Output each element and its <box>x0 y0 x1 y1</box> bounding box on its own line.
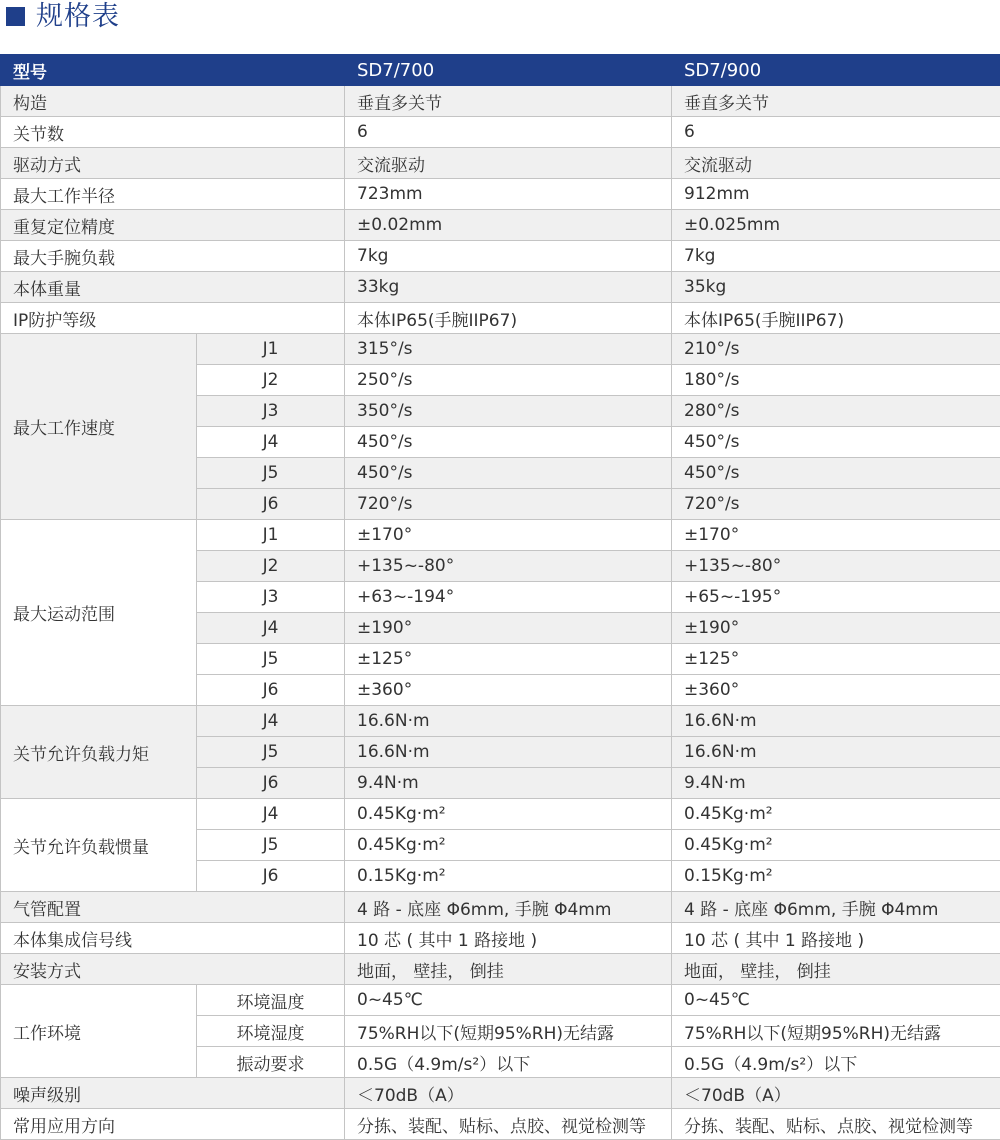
row-value-1: 0.5G（4.9m/s²）以下 <box>345 1047 672 1078</box>
row-value-2: 0~45℃ <box>672 985 1000 1016</box>
row-reach <box>1 179 1000 210</box>
torque-group-label: 关节允许负载力矩 <box>1 706 197 799</box>
env-item-label: 振动要求 <box>197 1047 345 1078</box>
range-row <box>1 520 1000 551</box>
row-label: 本体集成信号线 <box>1 923 345 954</box>
speed-group-label: 最大工作速度 <box>1 334 197 520</box>
row-mount <box>1 954 1000 985</box>
row-label: 驱动方式 <box>1 148 345 179</box>
joint-label: J1 <box>197 520 345 551</box>
row-label: IP防护等级 <box>1 303 345 334</box>
row-air <box>1 892 1000 923</box>
row-label: 重复定位精度 <box>1 210 345 241</box>
joint-label: J5 <box>197 458 345 489</box>
row-value-1: 450°/s <box>345 427 672 458</box>
row-value-2: +135~-80° <box>672 551 1000 582</box>
row-value-2: 9.4N·m <box>672 768 1000 799</box>
torque-row <box>1 706 1000 737</box>
joint-label: J6 <box>197 489 345 520</box>
joint-label: J4 <box>197 613 345 644</box>
row-applications <box>1 1109 1000 1140</box>
env-item-label: 环境湿度 <box>197 1016 345 1047</box>
row-value-1: 16.6N·m <box>345 737 672 768</box>
joint-label: J5 <box>197 737 345 768</box>
row-value-2: 分拣、装配、贴标、点胶、视觉检测等 <box>672 1109 1000 1140</box>
row-value-2: 16.6N·m <box>672 706 1000 737</box>
joint-label: J3 <box>197 396 345 427</box>
row-value-2: 6 <box>672 117 1000 148</box>
row-weight <box>1 272 1000 303</box>
row-drive <box>1 148 1000 179</box>
row-label: 最大工作半径 <box>1 179 345 210</box>
row-value-2: 210°/s <box>672 334 1000 365</box>
joint-label: J4 <box>197 427 345 458</box>
row-value-2: 本体IP65(手腕IIP67) <box>672 303 1000 334</box>
row-label: 气管配置 <box>1 892 345 923</box>
row-value-1: 地面， 壁挂， 倒挂 <box>345 954 672 985</box>
row-value-2: 720°/s <box>672 489 1000 520</box>
header-model-2: SD7/900 <box>672 55 1000 86</box>
row-value-2: 10 芯 ( 其中 1 路接地 ) <box>672 923 1000 954</box>
row-value-2: 180°/s <box>672 365 1000 396</box>
row-label: 本体重量 <box>1 272 345 303</box>
row-label: 最大手腕负载 <box>1 241 345 272</box>
row-axes <box>1 117 1000 148</box>
row-value-2: 450°/s <box>672 427 1000 458</box>
row-value-2: 912mm <box>672 179 1000 210</box>
row-value-2: 0.45Kg·m² <box>672 830 1000 861</box>
row-value-1: 0.45Kg·m² <box>345 830 672 861</box>
row-signal <box>1 923 1000 954</box>
joint-label: J4 <box>197 799 345 830</box>
row-label: 关节数 <box>1 117 345 148</box>
row-value-1: +63~-194° <box>345 582 672 613</box>
page-title: 规格表 <box>36 0 120 34</box>
row-value-2: 地面， 壁挂， 倒挂 <box>672 954 1000 985</box>
row-value-1: 350°/s <box>345 396 672 427</box>
environment-row <box>1 985 1000 1016</box>
row-value-1: ±170° <box>345 520 672 551</box>
environment-group-label: 工作环境 <box>1 985 197 1078</box>
spec-table <box>0 54 1000 1140</box>
speed-row <box>1 334 1000 365</box>
joint-label: J2 <box>197 551 345 582</box>
row-value-2: 35kg <box>672 272 1000 303</box>
row-value-1: 0.15Kg·m² <box>345 861 672 892</box>
inertia-group-label: 关节允许负载惯量 <box>1 799 197 892</box>
row-value-2: ±360° <box>672 675 1000 706</box>
title-bar <box>0 0 1000 48</box>
joint-label: J3 <box>197 582 345 613</box>
row-value-1: +135~-80° <box>345 551 672 582</box>
row-label: 噪声级别 <box>1 1078 345 1109</box>
row-ip <box>1 303 1000 334</box>
row-value-1: 10 芯 ( 其中 1 路接地 ) <box>345 923 672 954</box>
row-value-2: ＜70dB（A） <box>672 1078 1000 1109</box>
row-label: 安装方式 <box>1 954 345 985</box>
header-label: 型号 <box>1 55 345 86</box>
row-structure <box>1 86 1000 117</box>
row-value-2: ±125° <box>672 644 1000 675</box>
row-value-1: 250°/s <box>345 365 672 396</box>
row-value-1: 315°/s <box>345 334 672 365</box>
row-value-1: 720°/s <box>345 489 672 520</box>
joint-label: J4 <box>197 706 345 737</box>
row-value-1: ±190° <box>345 613 672 644</box>
row-value-1: 7kg <box>345 241 672 272</box>
inertia-row <box>1 799 1000 830</box>
row-label: 常用应用方向 <box>1 1109 345 1140</box>
joint-label: J5 <box>197 644 345 675</box>
joint-label: J1 <box>197 334 345 365</box>
row-value-1: 75%RH以下(短期95%RH)无结露 <box>345 1016 672 1047</box>
header-row <box>1 55 1000 86</box>
joint-label: J2 <box>197 365 345 396</box>
row-value-1: 9.4N·m <box>345 768 672 799</box>
row-value-2: 450°/s <box>672 458 1000 489</box>
row-value-1: 垂直多关节 <box>345 86 672 117</box>
row-value-1: 0~45℃ <box>345 985 672 1016</box>
row-value-2: 垂直多关节 <box>672 86 1000 117</box>
row-value-2: 0.5G（4.9m/s²）以下 <box>672 1047 1000 1078</box>
row-payload <box>1 241 1000 272</box>
header-model-1: SD7/700 <box>345 55 672 86</box>
env-item-label: 环境温度 <box>197 985 345 1016</box>
row-value-1: 723mm <box>345 179 672 210</box>
row-value-2: 75%RH以下(短期95%RH)无结露 <box>672 1016 1000 1047</box>
row-value-2: 0.45Kg·m² <box>672 799 1000 830</box>
row-value-1: 分拣、装配、贴标、点胶、视觉检测等 <box>345 1109 672 1140</box>
row-noise <box>1 1078 1000 1109</box>
row-value-2: 16.6N·m <box>672 737 1000 768</box>
row-value-1: 33kg <box>345 272 672 303</box>
row-value-1: 0.45Kg·m² <box>345 799 672 830</box>
row-value-1: ±0.02mm <box>345 210 672 241</box>
row-value-1: 交流驱动 <box>345 148 672 179</box>
row-value-2: 280°/s <box>672 396 1000 427</box>
joint-label: J6 <box>197 768 345 799</box>
row-value-1: ±125° <box>345 644 672 675</box>
joint-label: J6 <box>197 675 345 706</box>
row-value-2: 交流驱动 <box>672 148 1000 179</box>
row-value-2: ±170° <box>672 520 1000 551</box>
range-group-label: 最大运动范围 <box>1 520 197 706</box>
row-value-1: 450°/s <box>345 458 672 489</box>
row-label: 构造 <box>1 86 345 117</box>
row-value-1: 6 <box>345 117 672 148</box>
row-value-1: ＜70dB（A） <box>345 1078 672 1109</box>
joint-label: J5 <box>197 830 345 861</box>
row-value-2: 0.15Kg·m² <box>672 861 1000 892</box>
title-square-icon <box>6 7 25 26</box>
row-repeatability <box>1 210 1000 241</box>
row-value-1: 本体IP65(手腕IIP67) <box>345 303 672 334</box>
row-value-1: 16.6N·m <box>345 706 672 737</box>
row-value-2: 7kg <box>672 241 1000 272</box>
row-value-2: 4 路 - 底座 Φ6mm, 手腕 Φ4mm <box>672 892 1000 923</box>
joint-label: J6 <box>197 861 345 892</box>
row-value-1: ±360° <box>345 675 672 706</box>
row-value-1: 4 路 - 底座 Φ6mm, 手腕 Φ4mm <box>345 892 672 923</box>
row-value-2: ±190° <box>672 613 1000 644</box>
row-value-2: ±0.025mm <box>672 210 1000 241</box>
row-value-2: +65~-195° <box>672 582 1000 613</box>
